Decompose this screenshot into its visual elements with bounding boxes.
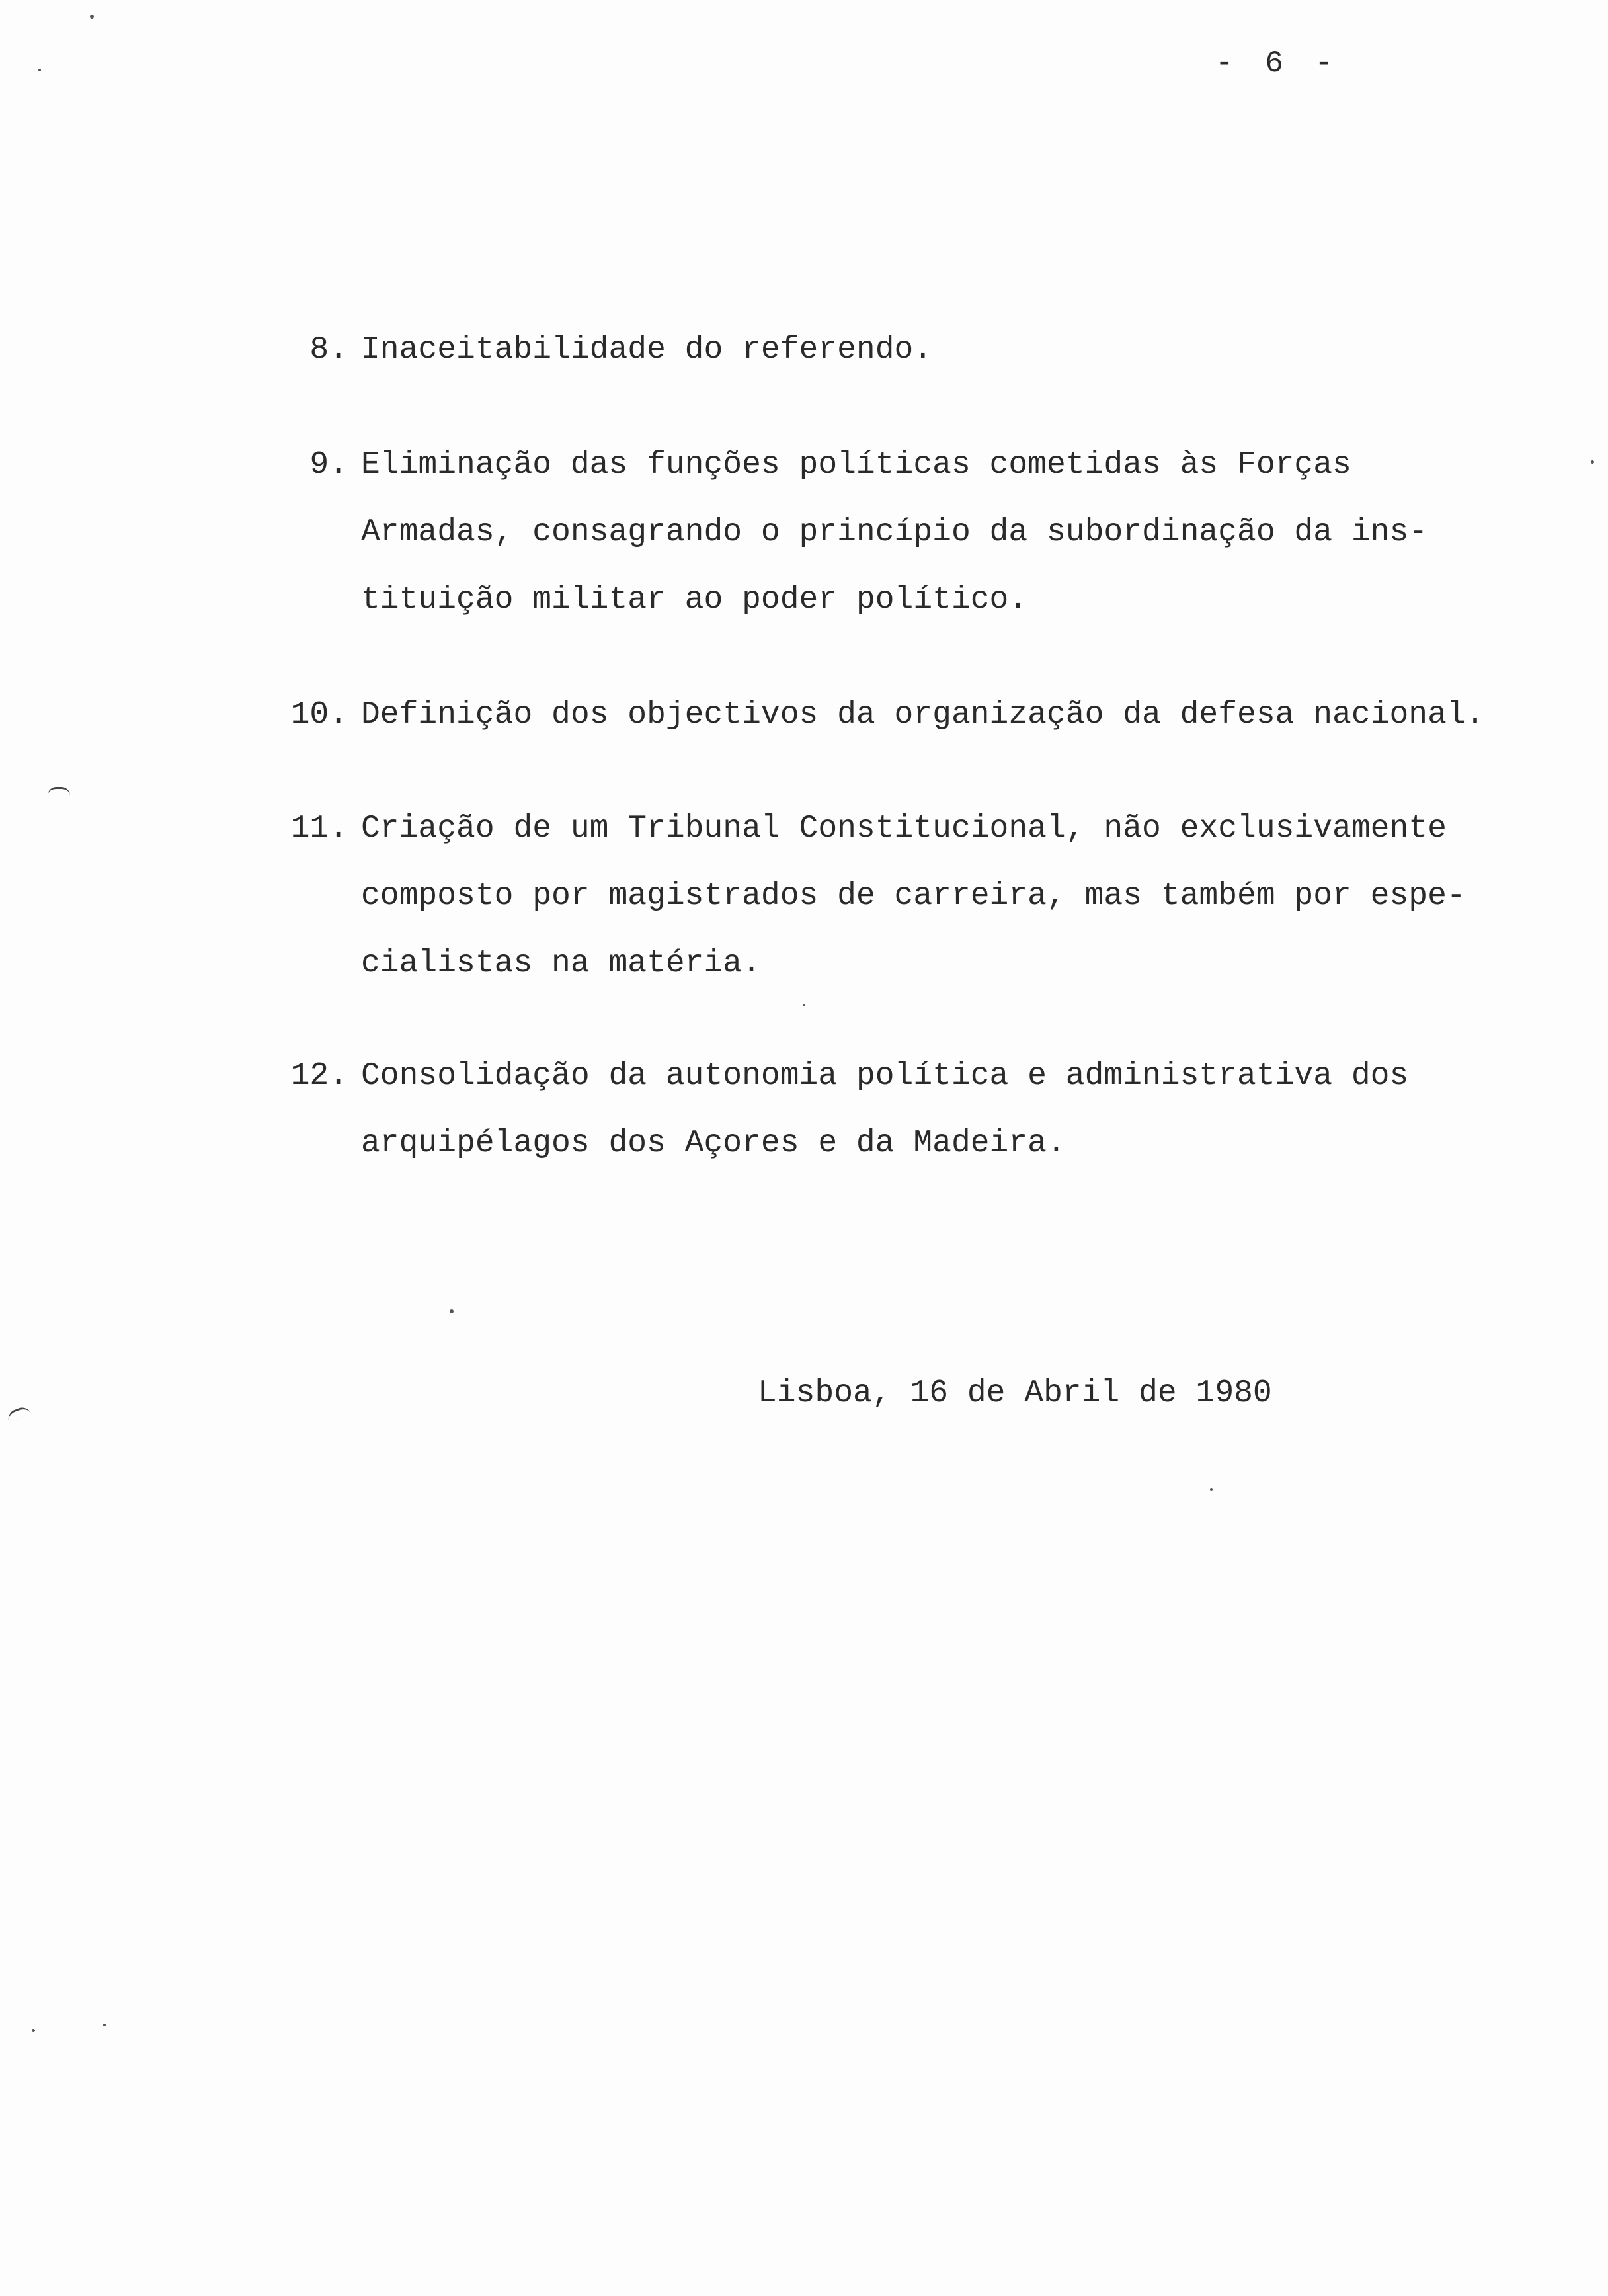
item-text-line: Definição dos objectivos da organização da defesa nacional. xyxy=(361,697,1485,733)
item-text-line: arquipélagos dos Açores e da Madeira. xyxy=(361,1126,1066,1161)
item-text-line: Criação de um Tribunal Constitucional, não exclusivamente xyxy=(361,811,1447,846)
item-text-line: Armadas, consagrando o princípio da subordinação da ins- xyxy=(361,514,1428,550)
item-text-line: Inaceitabilidade do referendo. xyxy=(361,332,933,368)
scan-speck xyxy=(450,1309,454,1313)
scan-speck xyxy=(103,2024,106,2026)
item-number: 8. xyxy=(309,332,348,368)
scan-speck xyxy=(90,15,94,19)
item-text-line: tituição militar ao poder político. xyxy=(361,582,1028,618)
scan-mark xyxy=(6,1405,32,1422)
item-text-line: cialistas na matéria. xyxy=(361,946,761,981)
scan-speck xyxy=(32,2029,35,2032)
item-text-line: Eliminação das funções políticas cometidas às Forças xyxy=(361,447,1351,483)
item-text-line: composto por magistrados de carreira, mas também por espe- xyxy=(361,878,1466,914)
scan-speck xyxy=(1591,460,1594,464)
scan-speck xyxy=(803,1004,805,1006)
place-and-date: Lisboa, 16 de Abril de 1980 xyxy=(758,1375,1272,1411)
item-number: 10. xyxy=(290,697,348,733)
scan-mark xyxy=(48,787,70,796)
page-number: - 6 - xyxy=(1215,46,1340,81)
item-number: 11. xyxy=(290,811,348,846)
scan-speck xyxy=(38,69,41,71)
item-text-line: Consolidação da autonomia política e administrativa dos xyxy=(361,1058,1409,1094)
scan-speck xyxy=(1210,1488,1213,1491)
item-number: 9. xyxy=(309,447,348,483)
item-number: 12. xyxy=(290,1058,348,1094)
